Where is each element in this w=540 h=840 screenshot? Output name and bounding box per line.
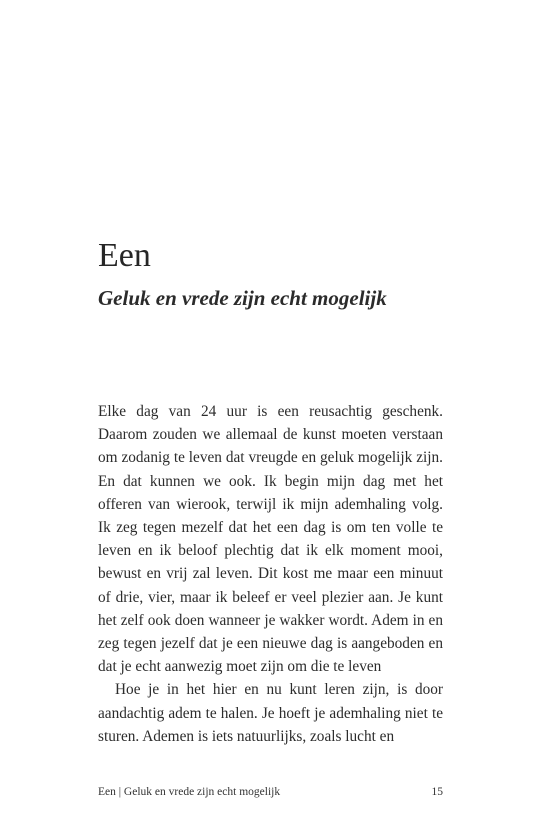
running-footer: Een | Geluk en vrede zijn echt mogelijk (98, 786, 281, 798)
body-text (98, 400, 443, 748)
chapter-number: Een (98, 237, 151, 274)
chapter-title: Geluk en vrede zijn echt mogelijk (98, 286, 387, 310)
paragraph-2: Hoe je in het hier en nu kunt leren zijn, is door aandachtig adem te halen. Je hoeft je ademhaling niet te sturen. Ademen is iets natuurlijks, zoals lucht en (98, 681, 443, 745)
page-number: 15 (431, 786, 443, 798)
paragraph-1: Elke dag van 24 uur is een reusachtig geschenk. Daarom zouden we allemaal de kunst moeten verstaan om zodanig te leven dat vreugde en geluk mogelijk zijn. En dat kunnen we ook. Ik begin mijn dag met het offeren van wierook, terwijl ik mijn ademhaling volg. Ik zeg tegen mezelf dat het een dag is om ten volle te leven en ik beloof plechtig dat ik elk moment mooi, bewust en vrij zal leven. Dit kost me maar een minuut of drie, vier, maar ik beleef er veel plezier aan. Je kunt het zelf ook doen wanneer je wakker wordt. Adem in en zeg tegen jezelf dat je een nieuwe dag is aangeboden en dat je echt aanwezig moet zijn om die te leven (98, 403, 443, 676)
